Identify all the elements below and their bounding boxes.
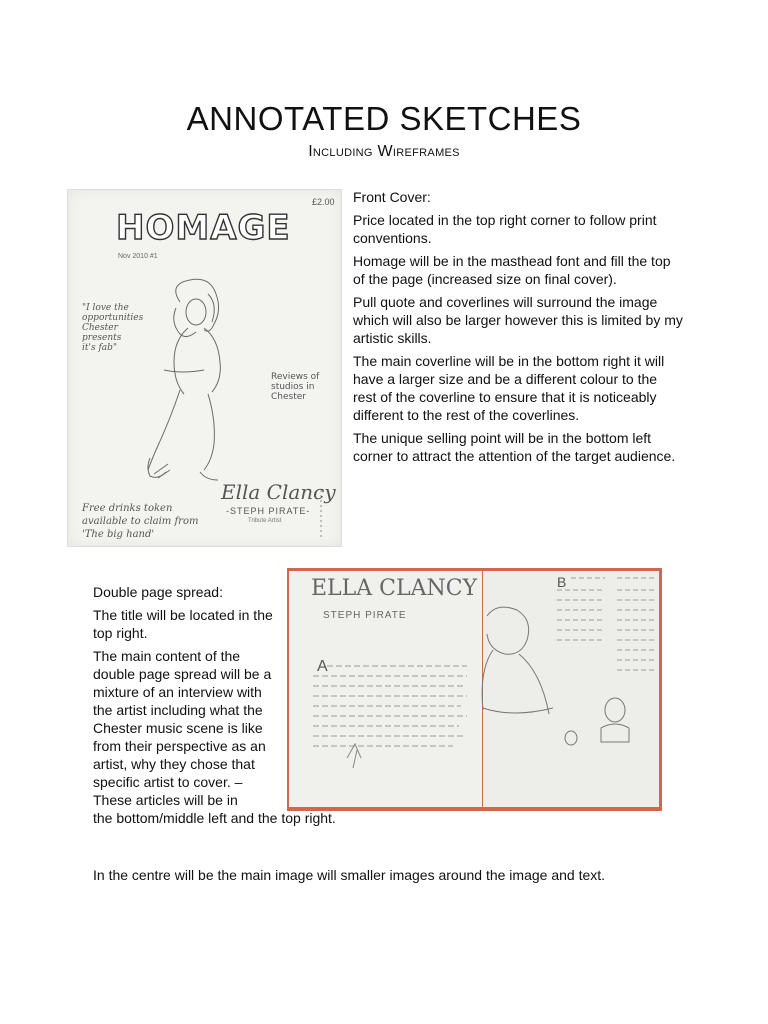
- dps-note-content-end: the bottom/middle left and the top right.: [93, 810, 336, 826]
- dps-heading: Double page spread:: [93, 584, 223, 600]
- note-masthead: Homage will be in the masthead font and fill the top of the page (increased size on final cover).: [353, 253, 671, 287]
- cover-price: £2.00: [312, 197, 335, 207]
- dps-letter-b: B: [557, 574, 567, 590]
- dps-subtitle: STEPH PIRATE: [323, 610, 407, 621]
- dps-note-centre: In the centre will be the main image will smaller images around the image and text.: [93, 867, 606, 883]
- page-title: ANNOTATED SKETCHES: [186, 100, 582, 137]
- note-main-coverline: The main coverline will be in the bottom right it will have a larger size and be a different colour to the rest of the coverline to ensure that it is noticeably different to the rest of the coverlines.: [353, 353, 665, 423]
- cover-issue: Nov 2010 #1: [118, 253, 158, 260]
- cover-usp: Free drinks token available to claim from 'The big hand': [82, 503, 199, 540]
- note-usp: The unique selling point will be in the bottom left corner to attract the attention of the target audience.: [353, 430, 676, 464]
- page-subtitle: Including Wireframes: [308, 143, 460, 160]
- dps-letter-a: A: [317, 658, 328, 675]
- note-pull-quote: Pull quote and coverlines will surround the image which will also be larger however this is limited by my artistic skills.: [353, 294, 683, 346]
- dps-note-title: The title will be located in the top right.: [93, 607, 273, 641]
- dps-note-content: The main content of the double page spread will be a mixture of an interview with the artist including what the Chester music scene is like from their perspective as an artist, why they chose that specific artist to cover. – These articles will be in: [93, 648, 272, 808]
- cover-masthead: HOMAGE: [116, 208, 291, 248]
- note-price: Price located in the top right corner to follow print conventions.: [353, 212, 657, 246]
- front-cover-sketch-image: [67, 189, 342, 547]
- dps-title: ELLA CLANCY: [311, 576, 478, 601]
- front-cover-notes: [353, 188, 683, 470]
- cover-tribute: Tribute Artist: [248, 518, 282, 524]
- cover-reviews-coverline: Reviews of studios in Chester: [271, 372, 320, 402]
- dps-notes: [93, 583, 373, 832]
- note-heading: Front Cover:: [353, 189, 431, 205]
- cover-pull-quote: "I love the opportunities Chester presents it's fab": [82, 303, 144, 353]
- cover-main-coverline: Ella Clancy: [221, 480, 336, 504]
- cover-artist-tag: -STEPH PIRATE-: [226, 506, 311, 516]
